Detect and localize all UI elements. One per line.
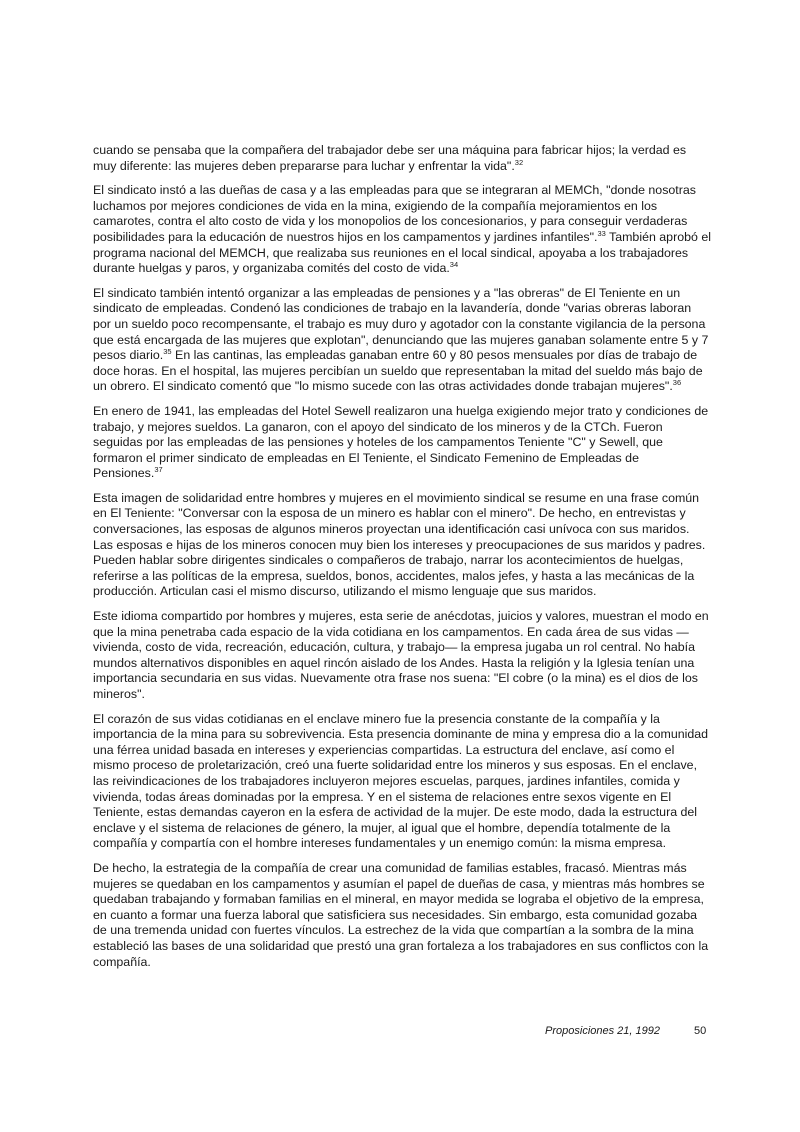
paragraph-text: Este idioma compartido por hombres y mujeres, esta serie de anécdotas, juicios y valores, muestran el modo en que la mina penetraba cada espacio de la vida cotidiana en los campamentos. En cada área de sus vidas —vivienda, costo de vida, recreación, educación, cultura, y trabajo— la empresa jugaba un rol central. No había mundos alternativos disponibles en aquel rincón aislado de los Andes. Hasta la religión y la Iglesia tenían una importancia secundaria en sus vidas. Nuevamente otra frase nos suena: "El cobre (o la mina) es el dios de los mineros". — [93, 609, 709, 701]
journal-citation: Proposiciones 21, 1992 — [545, 1025, 660, 1037]
paragraph — [93, 861, 711, 970]
paragraph-text: El sindicato instó a las dueñas de casa y a las empleadas para que se integraran al MEMCh, "donde nosotras luchamos por mejores condiciones de vida en la mina, exigiendo de la compañía mejoramientos en los camarotes, contra el alto costo de vida y los monopolios de los concesionarios, y para conseguir verdaderas posibilidades para la educación de nuestros hijos en los campamentos y jardines infantiles". — [93, 183, 696, 244]
paragraph — [93, 404, 711, 482]
footnote-reference: 33 — [597, 228, 606, 238]
paragraph-text: En las cantinas, las empleadas ganaban entre 60 y 80 pesos mensuales por días de trabajo de doce horas. En el hospital, las mujeres percibían un sueldo que representaban la mitad del sueldo más bajo de un obrero. El sindicato comentó que "lo mismo sucede con las otras actividades donde trabajan mujeres". — [93, 348, 703, 394]
paragraph — [93, 609, 711, 703]
paragraph — [93, 183, 711, 277]
paragraph-text: El sindicato también intentó organizar a las empleadas de pensiones y a "las obreras" de El Teniente en un sindicato de empleadas. Condenó las condiciones de trabajo en la lavandería, donde "varias obreras laboran por un sueldo poco recompensante, el trabajo es muy duro y agotador con la constante vigilancia de la persona que está encargada de las mujeres que explotan", denunciando que las mujeres ganaban solamente entre 5 y 7 pesos diario. — [93, 285, 709, 363]
paragraph — [93, 143, 711, 174]
footnote-reference: 36 — [672, 378, 682, 388]
page-footer — [0, 1025, 800, 1041]
paragraph-text: El corazón de sus vidas cotidianas en el enclave minero fue la presencia constante de la compañía y la importancia de la mina para su sobrevivencia. Esta presencia dominante de mina y empresa dio a la comunidad una férrea unidad basada en intereses y experiencias compartidas. La estructura del enclave, así como el mismo proceso de proletarización, creó una fuerte solidaridad entre los mineros y sus esposas. En el enclave, las reivindicaciones de los trabajadores incluyeron mejores escuelas, parques, jardines infantiles, comida y vivienda, todas áreas dominadas por la empresa. Y en el sistema de relaciones entre sexos vigente en El Teniente, estas demandas cayeron en la esfera de actividad de la mujer. De este modo, dada la estructura del enclave y el sistema de relaciones de género, la mujer, al igual que el hombre, dependía totalmente de la compañía y compartía con el hombre intereses fundamentales y un enemigo común: la misma empresa. — [93, 711, 709, 851]
footnote-reference: 35 — [163, 347, 172, 357]
paragraph-text: También aprobó el programa nacional del MEMCH, que realizaba sus reuniones en el local sindical, apoyaba a los trabajadores durante huelgas y paros, y organizaba comités del costo de vida. — [93, 229, 711, 276]
body-text — [93, 143, 711, 979]
footnote-reference: 37 — [154, 465, 163, 475]
footnote-reference: 32 — [514, 157, 524, 167]
paragraph — [93, 286, 711, 395]
paragraph-text: Esta imagen de solidaridad entre hombres y mujeres en el movimiento sindical se resume en una frase común en El Teniente: "Conversar con la esposa de un minero es hablar con el minero". De hecho, en entrevistas y conversaciones, las esposas de algunos mineros proyectan una identificación casi unívoca con sus maridos. Las esposas e hijas de los mineros conocen muy bien los intereses y preocupaciones de sus maridos y padres. Pueden hablar sobre dirigentes sindicales o compañeros de trabajo, narrar los acontecimientos de huelgas, referirse a las políticas de la empresa, sueldos, bonos, accidentes, malos jefes, y hasta a las mecánicas de la producción. Articulan casi el mismo discurso, utilizando el mismo lenguaje que sus maridos. — [93, 490, 706, 599]
paragraph-text: De hecho, la estrategia de la compañía de crear una comunidad de familias estables, fracasó. Mientras más mujeres se quedaban en los campamentos y asumían el papel de dueñas de casa, y mientras más hombres se quedaban trabajando y formaban familias en el mineral, en mayor medida se lograba el objetivo de la empresa, en cuanto a formar una fuerza laboral que satisficiera sus necesidades. Sin embargo, esta comunidad gozaba de una tremenda unidad con fuertes vínculos. La estrechez de la vida que compartían a la sombra de la mina estableció las bases de una solidaridad que prestó una gran fortaleza a los trabajadores en sus conflictos con la compañía. — [93, 860, 709, 969]
footnote-reference: 34 — [449, 260, 459, 270]
paragraph-text: En enero de 1941, las empleadas del Hotel Sewell realizaron una huelga exigiendo mejor trato y condiciones de trabajo, y mejores sueldos. La ganaron, con el apoyo del sindicato de los mineros y de la CTCh. Fueron seguidas por las empleadas de las pensiones y hoteles de los campamentos Teniente "C" y Sewell, que formaron el primer sindicato de empleadas en El Teniente, el Sindicato Femenino de Empleadas de Pensiones. — [93, 403, 709, 481]
page-number: 50 — [694, 1025, 707, 1037]
paragraph-text: cuando se pensaba que la compañera del trabajador debe ser una máquina para fabricar hijos; la verdad es muy diferente: las mujeres deben prepararse para luchar y enfrentar la vida". — [93, 143, 687, 173]
paragraph — [93, 712, 711, 852]
paragraph — [93, 491, 711, 600]
